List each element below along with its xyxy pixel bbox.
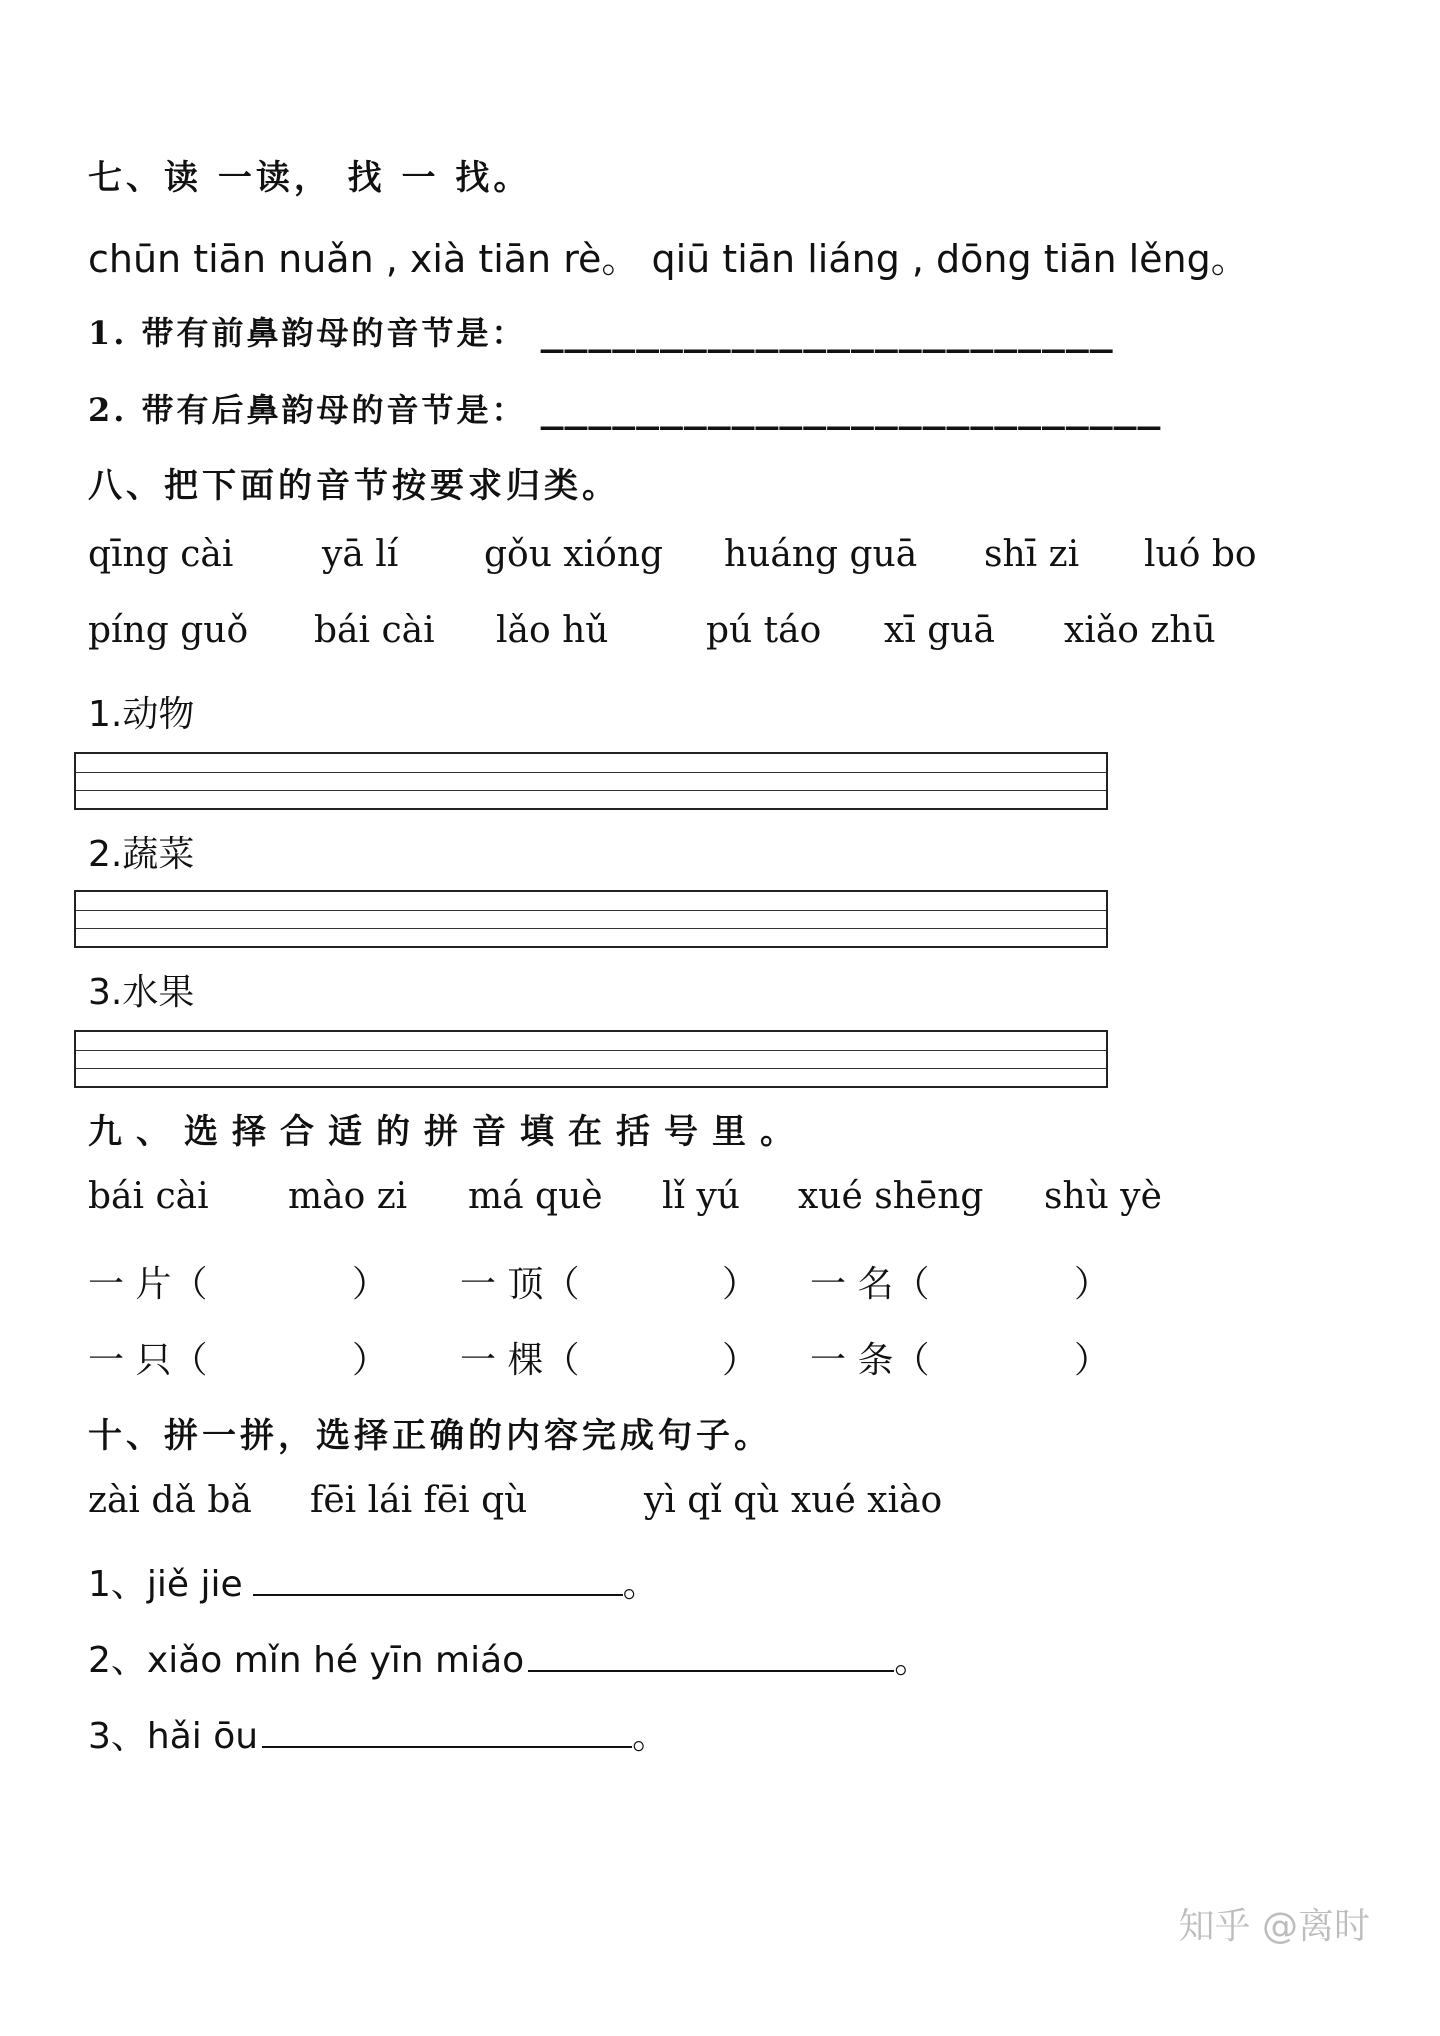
section-10-title: 十、拼一拼，选择正确的内容完成句子。 [88,1416,772,1456]
question-2-text: 2. 带有后鼻韵母的音节是： [88,391,527,429]
syllable-item: xiǎo zhū [1064,610,1216,651]
category-vegetables-label: 2.蔬菜 [88,834,195,875]
category-fruits-label: 3.水果 [88,972,195,1013]
measure-word-blank-close: ） [1074,1264,1111,1305]
syllable-item: huáng guā [724,534,918,575]
pinyin-option: má què [468,1176,603,1217]
sentence-3-blank[interactable] [262,1712,632,1748]
syllable-item: qīng cài [88,534,234,575]
pinyin-option: shù yè [1044,1176,1162,1217]
phrase-option: zài dǎ bǎ [88,1480,252,1521]
measure-word-blank-open: 一 只（ [88,1340,208,1381]
measure-word-blank-close: ） [722,1340,759,1381]
answer-line-1: ________________________ [540,309,1114,353]
syllable-item: yā lí [322,534,399,575]
pinyin-option: bái cài [88,1176,209,1217]
syllable-item: píng guǒ [88,610,249,651]
writing-box-vegetables[interactable] [74,890,1108,948]
section-9-title: 九、选择合适的拼音填在括号里。 [88,1112,808,1152]
question-1-text: 1. 带有前鼻韵母的音节是： [88,314,527,352]
sentence-1-end: 。 [622,1564,659,1605]
sentence-2-prefix: 2、xiǎo mǐn hé yīn miáo [88,1640,525,1681]
syllable-item: luó bo [1144,534,1257,575]
measure-word-blank-open: 一 片（ [88,1264,208,1305]
section-8-title: 八、把下面的音节按要求归类。 [88,466,620,506]
syllable-item: bái cài [314,610,435,651]
syllable-item: pú táo [706,610,822,651]
sentence-2-blank[interactable] [528,1636,894,1672]
pinyin-option: xué shēng [798,1176,984,1217]
syllable-item: gǒu xióng [484,534,664,575]
syllable-item: lǎo hǔ [496,610,609,651]
measure-word-blank-close: ） [352,1264,389,1305]
sentence-1-blank[interactable] [253,1560,623,1596]
section-7-question-1 [88,308,1114,354]
measure-word-blank-close: ） [1074,1340,1111,1381]
sentence-2-end: 。 [894,1640,931,1681]
measure-word-blank-open: 一 条（ [810,1340,930,1381]
phrase-option: yì qǐ qù xué xiào [644,1480,943,1521]
sentence-2 [88,1632,930,1683]
sentence-1 [88,1556,659,1607]
sentence-1-prefix: 1、jiě jie [88,1564,243,1605]
section-7-question-2 [88,385,1161,431]
writing-box-fruits[interactable] [74,1030,1108,1088]
pinyin-option: mào zi [288,1176,408,1217]
writing-box-animals[interactable] [74,752,1108,810]
sentence-3 [88,1708,668,1759]
sentence-3-prefix: 3、hǎi ōu [88,1716,259,1757]
sentence-3-end: 。 [632,1716,669,1757]
watermark: 知乎 @离时 [1178,1906,1370,1947]
section-7-pinyin-line: chūn tiān nuǎn , xià tiān rè。 qiū tiān liáng , dōng tiān lěng。 [88,237,1249,281]
section-7-title: 七、读 一读， 找 一 找。 [88,158,532,198]
syllable-item: shī zi [984,534,1080,575]
category-animals-label: 1.动物 [88,694,195,735]
measure-word-blank-close: ） [352,1340,389,1381]
answer-line-2: __________________________ [540,386,1162,430]
syllable-item: xī guā [884,610,995,651]
pinyin-option: lǐ yú [662,1176,740,1217]
measure-word-blank-open: 一 名（ [810,1264,930,1305]
measure-word-blank-open: 一 棵（ [460,1340,580,1381]
phrase-option: fēi lái fēi qù [310,1480,528,1521]
measure-word-blank-open: 一 顶（ [460,1264,580,1305]
measure-word-blank-close: ） [722,1264,759,1305]
